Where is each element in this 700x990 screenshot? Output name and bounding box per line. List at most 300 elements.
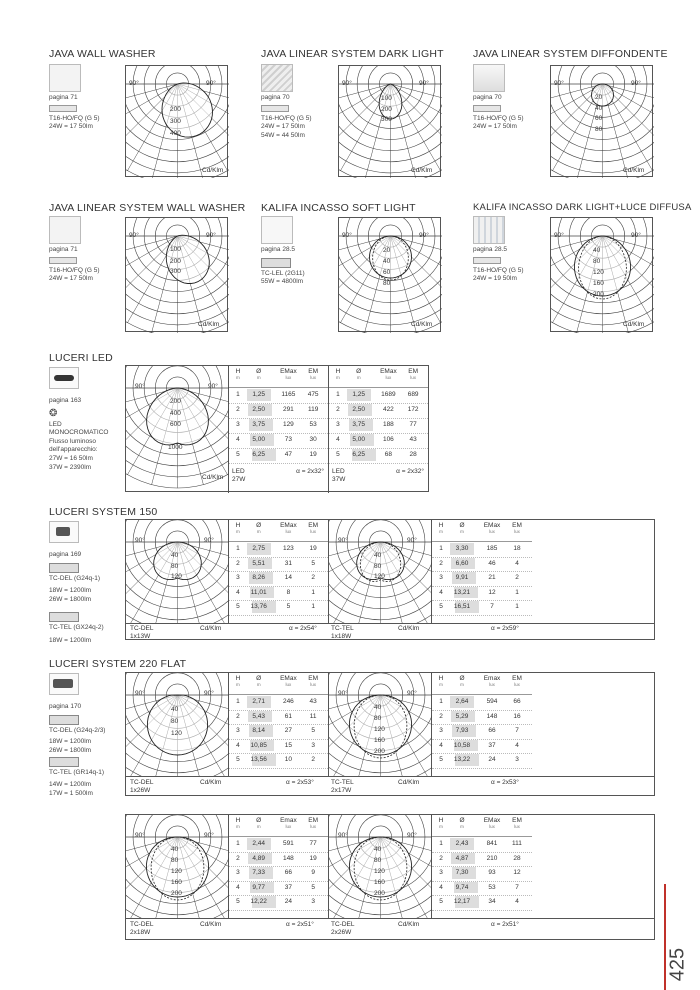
lamp-type: TC-DEL (G24q-1) <box>49 574 101 582</box>
table-cell: 77 <box>309 840 317 847</box>
angle-label: 90° <box>338 537 348 544</box>
lamp-power: 24W = 17 50lm <box>49 275 93 283</box>
table-header <box>432 817 532 835</box>
divider <box>229 836 328 837</box>
ring-label: 120 <box>374 573 385 580</box>
table-cell: 172 <box>407 406 419 413</box>
angle-label: 90° <box>204 690 214 697</box>
table-cell: 28 <box>513 854 521 862</box>
table-cell: 1689 <box>381 391 396 398</box>
ring-label: 80 <box>595 126 603 133</box>
table-cell: 1 <box>439 545 443 552</box>
table-cell: 5 <box>236 756 240 763</box>
page-ref: pagina 163 <box>49 397 82 404</box>
ring-label: 300 <box>170 268 181 275</box>
table-cell: 9,77 <box>252 883 266 891</box>
table-cell: 2 <box>439 712 443 720</box>
lamp-power: 24W = 17 50lm <box>261 123 305 131</box>
angle-label: 90° <box>419 232 429 239</box>
table-cell: 66 <box>513 698 521 705</box>
table-cell: 2 <box>311 756 315 763</box>
unit-label: Cd/Klm <box>398 625 420 632</box>
column-header: EM lux <box>408 368 419 380</box>
lamp-compact-icon <box>49 563 79 573</box>
ring-label: 40 <box>593 247 601 254</box>
divider <box>229 600 328 601</box>
table-cell: 3 <box>515 756 519 763</box>
table-cell: 4 <box>236 588 240 596</box>
photometric-table <box>229 366 329 493</box>
ring-label: 200 <box>171 890 182 897</box>
table-cell: 3,75 <box>352 421 366 428</box>
lamp-power: 17W = 1 500lm <box>49 789 93 797</box>
lamp-type: T16-HO/FQ (G 5) <box>49 266 100 274</box>
table-cell: 2,50 <box>352 406 366 413</box>
polar-diagram <box>338 217 441 332</box>
table-cell: 1 <box>311 588 315 596</box>
ring-label: 80 <box>171 718 179 725</box>
ring-label: 400 <box>170 410 181 417</box>
table-cell: 2,43 <box>455 840 469 847</box>
beam-angle: α = 2x32° <box>396 468 424 475</box>
table-cell: 19 <box>309 854 317 862</box>
divider <box>229 571 328 572</box>
divider <box>229 615 328 616</box>
table-cell: 5 <box>286 603 291 610</box>
angle-label: 90° <box>338 832 348 839</box>
table-cell: 5 <box>439 898 443 905</box>
table-cell: 1165 <box>281 391 296 398</box>
table-cell: 43 <box>309 698 317 705</box>
table-cell: 4,87 <box>455 854 469 862</box>
lamp-type: TC-DEL (G24q-2/3) <box>49 726 106 734</box>
angle-label: 90° <box>206 232 216 239</box>
table-cell: 3 <box>311 741 315 749</box>
page-ref: pagina 169 <box>49 551 82 558</box>
ring-label: 60 <box>595 115 603 122</box>
table-cell: 4 <box>236 741 240 749</box>
ring-label: 160 <box>374 879 385 886</box>
page-ref: pagina 70 <box>473 94 502 101</box>
table-cell: 1 <box>236 391 240 398</box>
divider <box>432 836 532 837</box>
divider <box>229 586 328 587</box>
lamp-footer: LED 37W <box>332 468 346 483</box>
lamp-power: 26W = 1800lm <box>49 746 92 754</box>
lamp-type: T16-HO/FQ (G 5) <box>473 114 524 122</box>
unit-label: Cd/Klm <box>200 921 222 928</box>
table-cell: 475 <box>307 391 319 398</box>
lamp-power: 18W = 1200lm <box>49 587 92 595</box>
ring-label: 40 <box>595 105 603 112</box>
divider <box>229 768 328 769</box>
section-title-java-diffondente: JAVA LINEAR SYSTEM DIFFONDENTE <box>473 48 668 60</box>
divider <box>229 433 328 434</box>
column-header: EM lux <box>512 817 522 829</box>
table-cell: 7 <box>490 603 494 610</box>
table-cell: 2 <box>439 559 443 567</box>
intensity-curve <box>147 695 207 755</box>
table-cell: 185 <box>486 545 498 552</box>
divider <box>432 910 532 911</box>
column-header: EM lux <box>308 817 319 829</box>
ring-label: 200 <box>170 106 181 113</box>
divider <box>229 403 328 404</box>
table-cell: 1 <box>336 391 340 398</box>
product-thumbnail <box>49 216 81 244</box>
photometric-panel <box>125 672 655 796</box>
ring-label: 40 <box>374 704 382 711</box>
photometric-panel <box>125 814 655 940</box>
angle-label: 90° <box>204 832 214 839</box>
column-header: Ø m <box>256 368 262 380</box>
angle-label: 90° <box>135 690 145 697</box>
product-spec <box>49 94 100 132</box>
beam-angle: α = 2x51° <box>286 921 314 928</box>
angle-label: 90° <box>135 832 145 839</box>
table-cell: 2,44 <box>252 840 266 847</box>
ring-label: 20 <box>595 94 603 101</box>
table-header <box>229 522 328 540</box>
divider <box>229 463 328 464</box>
table-cell: 46 <box>488 559 496 567</box>
table-header <box>432 522 532 540</box>
table-header <box>229 817 328 835</box>
photometric-table <box>432 815 532 918</box>
lamp-footer: TC-DEL 2x26W <box>331 921 355 936</box>
angle-label: 90° <box>129 232 139 239</box>
product-spec <box>49 703 105 798</box>
angle-label: 90° <box>135 537 145 544</box>
lamp-compact-icon <box>49 612 79 622</box>
angle-label: 90° <box>135 383 145 390</box>
beam-angle: α = 2x51° <box>491 921 519 928</box>
ring-label: 120 <box>593 269 604 276</box>
intensity-curve <box>370 236 412 278</box>
column-header: EM lux <box>512 675 522 687</box>
table-cell: 111 <box>512 840 522 847</box>
table-cell: 37 <box>488 741 496 749</box>
lamp-footer: LED 27W <box>232 468 246 483</box>
beam-angle: α = 2x32° <box>296 468 324 475</box>
column-header: Ø m <box>256 675 262 687</box>
column-header: H m <box>235 522 241 534</box>
table-cell: 12 <box>488 588 496 596</box>
divider <box>229 418 328 419</box>
table-cell: 18 <box>513 545 521 552</box>
table-header <box>229 368 328 386</box>
table-cell: 841 <box>486 840 498 847</box>
ring-label: 120 <box>171 573 182 580</box>
table-cell: 2 <box>515 574 519 581</box>
table-cell: 422 <box>382 406 394 413</box>
divider <box>432 571 532 572</box>
column-header: Ø m <box>459 817 465 829</box>
photometric-panel <box>125 365 429 492</box>
column-header: EMax lux <box>280 368 297 380</box>
divider <box>229 448 328 449</box>
lamp-power: 55W = 4800lm <box>261 278 304 286</box>
table-cell: 4 <box>336 436 340 443</box>
beam-angle: α = 2x53° <box>286 779 314 786</box>
lamp-power: 24W = 19 50lm <box>473 275 517 283</box>
page-number: 425 <box>666 947 689 982</box>
table-cell: 5 <box>311 883 315 891</box>
photometric-table <box>229 673 329 776</box>
table-cell: 2 <box>236 406 240 413</box>
ring-label: 200 <box>170 258 181 265</box>
divider <box>329 433 428 434</box>
ring-label: 80 <box>171 857 179 864</box>
table-cell: 37 <box>284 883 292 891</box>
table-cell: 148 <box>486 712 498 720</box>
table-cell: 5 <box>439 756 443 763</box>
unit-label: Cd/Klm <box>398 779 420 786</box>
lamp-type: T16-HO/FQ (G 5) <box>473 266 524 274</box>
lamp-type: TC-TEL (GX24q-2) <box>49 624 104 632</box>
table-cell: 4 <box>236 883 240 891</box>
ring-label: 120 <box>374 726 385 733</box>
table-cell: 27 <box>284 727 292 734</box>
table-cell: 5,29 <box>455 712 469 720</box>
note-line: dell'apparecchio: <box>49 446 98 454</box>
angle-label: 90° <box>631 232 641 239</box>
intensity-curve <box>574 236 630 296</box>
table-cell: 2 <box>336 406 340 413</box>
unit-label: Cd/Klm <box>200 625 222 632</box>
table-cell: 5,43 <box>252 712 266 720</box>
lamp-tube-icon <box>473 257 501 264</box>
column-header: EM lux <box>308 675 319 687</box>
table-cell: 3 <box>311 898 315 905</box>
lamp-tube-icon <box>49 257 77 264</box>
lamp-power: 27W = 16 50lm <box>49 454 93 462</box>
lamp-power: 18W = 1200lm <box>49 738 92 746</box>
table-cell: 591 <box>282 840 294 847</box>
unit-label: Cd/Klm <box>411 167 433 174</box>
table-cell: 77 <box>409 421 417 428</box>
divider <box>432 600 532 601</box>
column-header: H m <box>335 368 341 380</box>
divider <box>229 387 328 388</box>
column-header: H m <box>235 675 241 687</box>
lamp-tube-icon <box>49 105 77 112</box>
table-cell: 12,17 <box>453 898 471 905</box>
unit-label: Cd/Klm <box>411 321 433 328</box>
ring-label: 60 <box>383 269 391 276</box>
ring-label: 600 <box>170 421 181 428</box>
table-cell: 1 <box>236 840 240 847</box>
ring-label: 200 <box>381 106 392 113</box>
angle-label: 90° <box>129 80 139 87</box>
table-cell: 13,76 <box>250 603 267 610</box>
table-cell: 2,75 <box>252 545 266 552</box>
product-thumbnail <box>49 367 79 389</box>
table-cell: 53 <box>488 883 496 891</box>
product-spec <box>473 94 524 132</box>
ring-label: 40 <box>374 552 382 559</box>
ring-label: 40 <box>374 846 382 853</box>
ring-label: 80 <box>374 563 382 570</box>
divider <box>229 881 328 882</box>
table-cell: 13,56 <box>250 756 267 763</box>
lamp-type: T16-HO/FQ (G 5) <box>49 114 100 122</box>
table-cell: 31 <box>284 559 292 567</box>
page-ref: pagina 71 <box>49 246 78 253</box>
product-thumbnail <box>261 64 293 92</box>
table-cell: 3,75 <box>252 421 266 428</box>
table-cell: 5 <box>236 603 240 610</box>
column-header: EM lux <box>308 522 319 534</box>
table-cell: 4 <box>439 883 443 891</box>
table-cell: 19 <box>309 545 317 552</box>
table-cell: 13,22 <box>453 756 471 763</box>
table-cell: 5 <box>311 727 315 734</box>
angle-label: 90° <box>407 832 417 839</box>
table-cell: 6,25 <box>352 451 366 458</box>
table-cell: 5 <box>236 898 240 905</box>
section-title-kalifa-soft-light: KALIFA INCASSO SOFT LIGHT <box>261 202 416 214</box>
note-line: MONOCROMATICO <box>49 429 109 437</box>
polar-diagram <box>125 65 228 177</box>
page-ref: pagina 28.5 <box>473 246 507 253</box>
lamp-compact-icon <box>49 715 79 725</box>
column-header: EMax lux <box>280 522 297 534</box>
lamp-power: 54W = 44 50lm <box>261 131 305 139</box>
ring-label: 100 <box>381 95 392 102</box>
column-header: EMax lux <box>483 817 501 829</box>
product-thumbnail <box>473 64 505 92</box>
table-cell: 689 <box>407 391 419 398</box>
table-cell: 73 <box>284 436 292 443</box>
table-cell: 2,71 <box>252 698 266 705</box>
divider <box>329 463 428 464</box>
divider <box>229 724 328 725</box>
ring-label: 120 <box>171 730 182 737</box>
table-cell: 210 <box>486 854 498 862</box>
beam-angle: α = 2x59° <box>491 625 519 632</box>
ring-label: 160 <box>171 879 182 886</box>
divider <box>432 724 532 725</box>
table-cell: 1 <box>439 840 443 847</box>
column-header: EMax lux <box>280 675 297 687</box>
table-cell: 4 <box>515 898 519 905</box>
section-title-java-wall-washer: JAVA WALL WASHER <box>49 48 156 60</box>
divider <box>229 866 328 867</box>
table-cell: 5 <box>336 451 340 458</box>
column-header: Ø m <box>256 522 262 534</box>
ring-label: 160 <box>593 280 604 287</box>
lamp-power: 37W = 2390lm <box>49 463 92 471</box>
table-cell: 8,14 <box>252 727 266 734</box>
page-ref: pagina 170 <box>49 703 82 710</box>
angle-label: 90° <box>208 383 218 390</box>
lamp-tube-icon <box>261 105 289 112</box>
ring-label: 80 <box>374 715 382 722</box>
ring-label: 1000 <box>168 444 183 451</box>
table-cell: 12 <box>513 869 521 876</box>
divider <box>329 418 428 419</box>
table-cell: 7 <box>515 727 519 734</box>
photometric-table <box>432 673 532 776</box>
table-cell: 5 <box>311 559 315 567</box>
column-header: H m <box>235 368 241 380</box>
page-ref: pagina 70 <box>261 94 290 101</box>
lamp-compact-icon <box>261 258 291 268</box>
table-cell: 1 <box>236 545 240 552</box>
table-cell: 7,30 <box>455 869 469 876</box>
table-cell: 1,25 <box>252 391 266 398</box>
divider <box>432 866 532 867</box>
table-cell: 3 <box>236 574 240 581</box>
section-title-java-dark-light: JAVA LINEAR SYSTEM DARK LIGHT <box>261 48 444 60</box>
note-line: LED <box>49 420 62 428</box>
divider <box>229 557 328 558</box>
divider <box>432 739 532 740</box>
product-spec <box>49 246 100 284</box>
ring-label: 200 <box>170 398 181 405</box>
angle-label: 90° <box>204 537 214 544</box>
lamp-footer: TC-TEL 2x17W <box>331 779 354 794</box>
unit-label: Cd/Klm <box>398 921 420 928</box>
table-cell: 66 <box>284 869 292 876</box>
table-cell: 4 <box>439 741 443 749</box>
divider <box>432 615 532 616</box>
table-cell: 8 <box>286 588 291 596</box>
unit-label: Cd/Klm <box>623 321 645 328</box>
table-cell: 1 <box>311 603 315 610</box>
table-cell: 4 <box>515 559 519 567</box>
column-header: EM lux <box>308 368 319 380</box>
divider <box>329 448 428 449</box>
table-cell: 2 <box>236 712 240 720</box>
ring-label: 80 <box>593 258 601 265</box>
table-cell: 8,26 <box>252 574 266 581</box>
divider <box>229 710 328 711</box>
table-cell: 28 <box>409 451 417 458</box>
section-title-luceri-220: LUCERI SYSTEM 220 FLAT <box>49 658 187 670</box>
lamp-compact-icon <box>49 757 79 767</box>
table-cell: 5,00 <box>252 436 266 443</box>
table-cell: 129 <box>282 421 294 428</box>
table-cell: 106 <box>382 436 394 443</box>
product-spec <box>49 551 104 646</box>
divider <box>229 694 328 695</box>
polar-diagram <box>550 65 653 177</box>
lamp-type: TC-LEL (2G11) <box>261 269 305 277</box>
unit-label: Cd/Klm <box>200 779 222 786</box>
table-cell: 11 <box>309 712 317 720</box>
polar-diagram <box>550 217 653 332</box>
unit-label: Cd/Klm <box>198 321 220 328</box>
table-cell: 2 <box>311 574 315 581</box>
divider <box>229 852 328 853</box>
ring-label: 400 <box>170 130 181 137</box>
angle-label: 90° <box>631 80 641 87</box>
table-cell: 188 <box>382 421 394 428</box>
table-cell: 119 <box>307 406 319 413</box>
product-thumbnail <box>49 521 79 543</box>
table-cell: 7,93 <box>455 727 469 734</box>
column-header: Emax lux <box>483 675 501 687</box>
table-cell: 21 <box>488 574 496 581</box>
ring-label: 100 <box>170 246 181 253</box>
divider <box>432 694 532 695</box>
table-cell: 3 <box>236 727 240 734</box>
ring-label: 80 <box>171 563 179 570</box>
divider <box>329 403 428 404</box>
column-header: H m <box>438 817 444 829</box>
